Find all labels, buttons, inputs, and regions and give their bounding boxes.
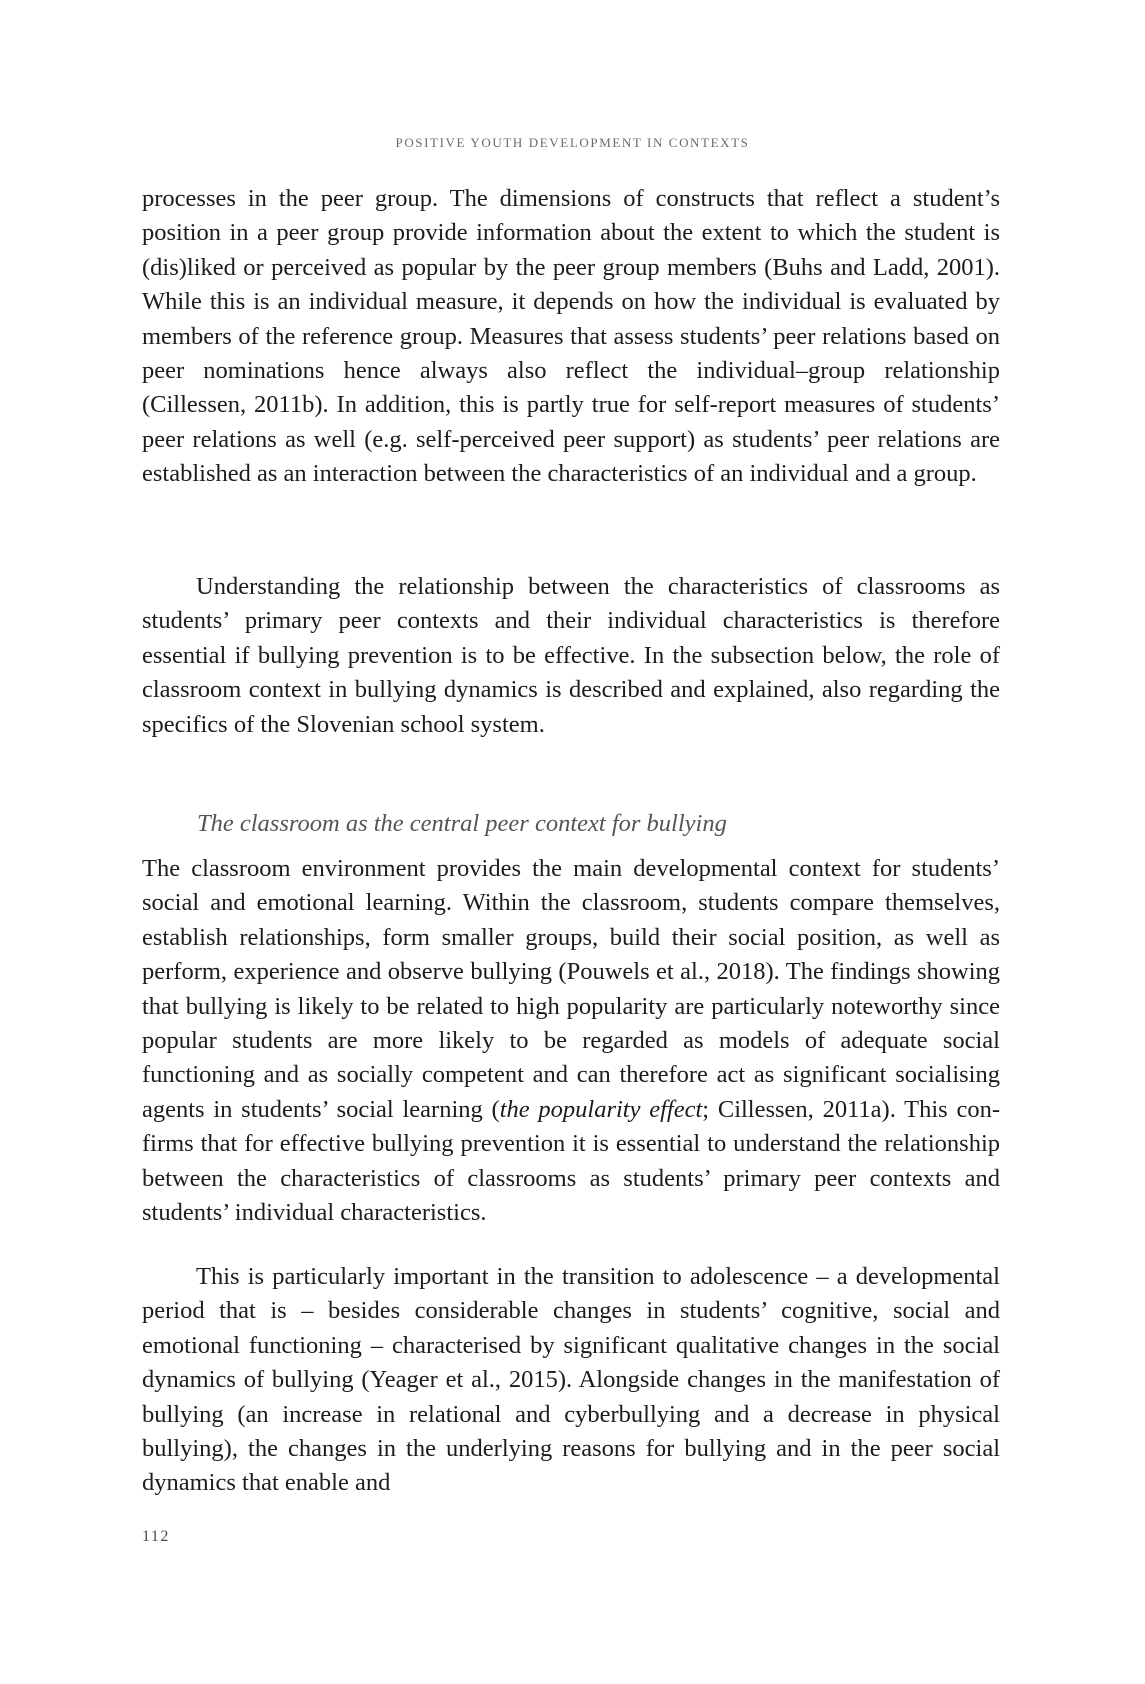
paragraph-3-text-after: ; Cillessen, 2011a). This confirms that for effective bullying prevention it is essential to understand the relationship between the characteristics of classrooms as students’ primary peer contexts and students’ individual characteristics.	[142, 1095, 1001, 1227]
paragraph-3-italic-term: the popularity effect	[499, 1095, 703, 1123]
page-number: 112	[142, 1528, 170, 1545]
paragraph-3-text-before: The classroom environment provides the main developmental context for students’ social and emotional learning. Within the classroom, students compare themselves, establish relationships, form smaller groups, build their social position, as well as perform, experience and observe bullying (Pouwels et al., 2018). The findings showing that bullying is likely to be related to high popularity are particularly noteworthy since popular students are more likely to be regarded as models of adequate social functioning and as socially competent and can therefore act as significant socialising agents in students’ social learning (	[142, 855, 1000, 1123]
paragraph-1	[142, 182, 1000, 492]
paragraph-3-text	[142, 852, 1000, 1230]
paragraph-1-text: processes in the peer group. The dimensions of constructs that reflect a student’s position in a peer group provide information about the extent to which the student is (dis)liked or perceived as popular by the peer group members (Buhs and Ladd, 2001). While this is an individual measure, it depends on how the individual is evaluated by members of the reference group. Measures that assess students’ peer relations based on peer nominations hence always also reflect the individual–group relationship (Cillessen, 2011b). In addition, this is partly true for self-report measures of students’ peer relations as well (e.g. self-perceived peer support) as students’ peer relations are established as an interaction between the characteristics of an individual and a group.	[142, 185, 1000, 488]
section-subheading: The classroom as the central peer context for bullying	[197, 810, 727, 837]
paragraph-4-text: This is particularly important in the transition to adolescence – a developmental period that is – besides considerable changes in students’ cognitive, social and emotional functioning – characterised by significant qualitative changes in the social dynamics of bullying (Yeager et al., 2015). Alongside changes in the manifestation of bullying (an increase in relational and cyberbullying and a decrease in physical bullying), the changes in the underlying reasons for bullying and in the peer social dynamics that enable and	[142, 1263, 1000, 1497]
paragraph-4	[142, 1260, 1000, 1501]
running-head: POSITIVE YOUTH DEVELOPMENT IN CONTEXTS	[395, 135, 750, 150]
paragraph-2-text: Understanding the relationship between the characteristics of classrooms as students’ primary peer contexts and their individual characteristics is therefore essential if bullying prevention is to be effective. In the subsection below, the role of classroom context in bullying dynamics is described and explained, also regarding the specifics of the Slovenian school system.	[142, 573, 1000, 738]
paragraph-3	[142, 852, 1000, 1230]
paragraph-2	[142, 570, 1000, 742]
